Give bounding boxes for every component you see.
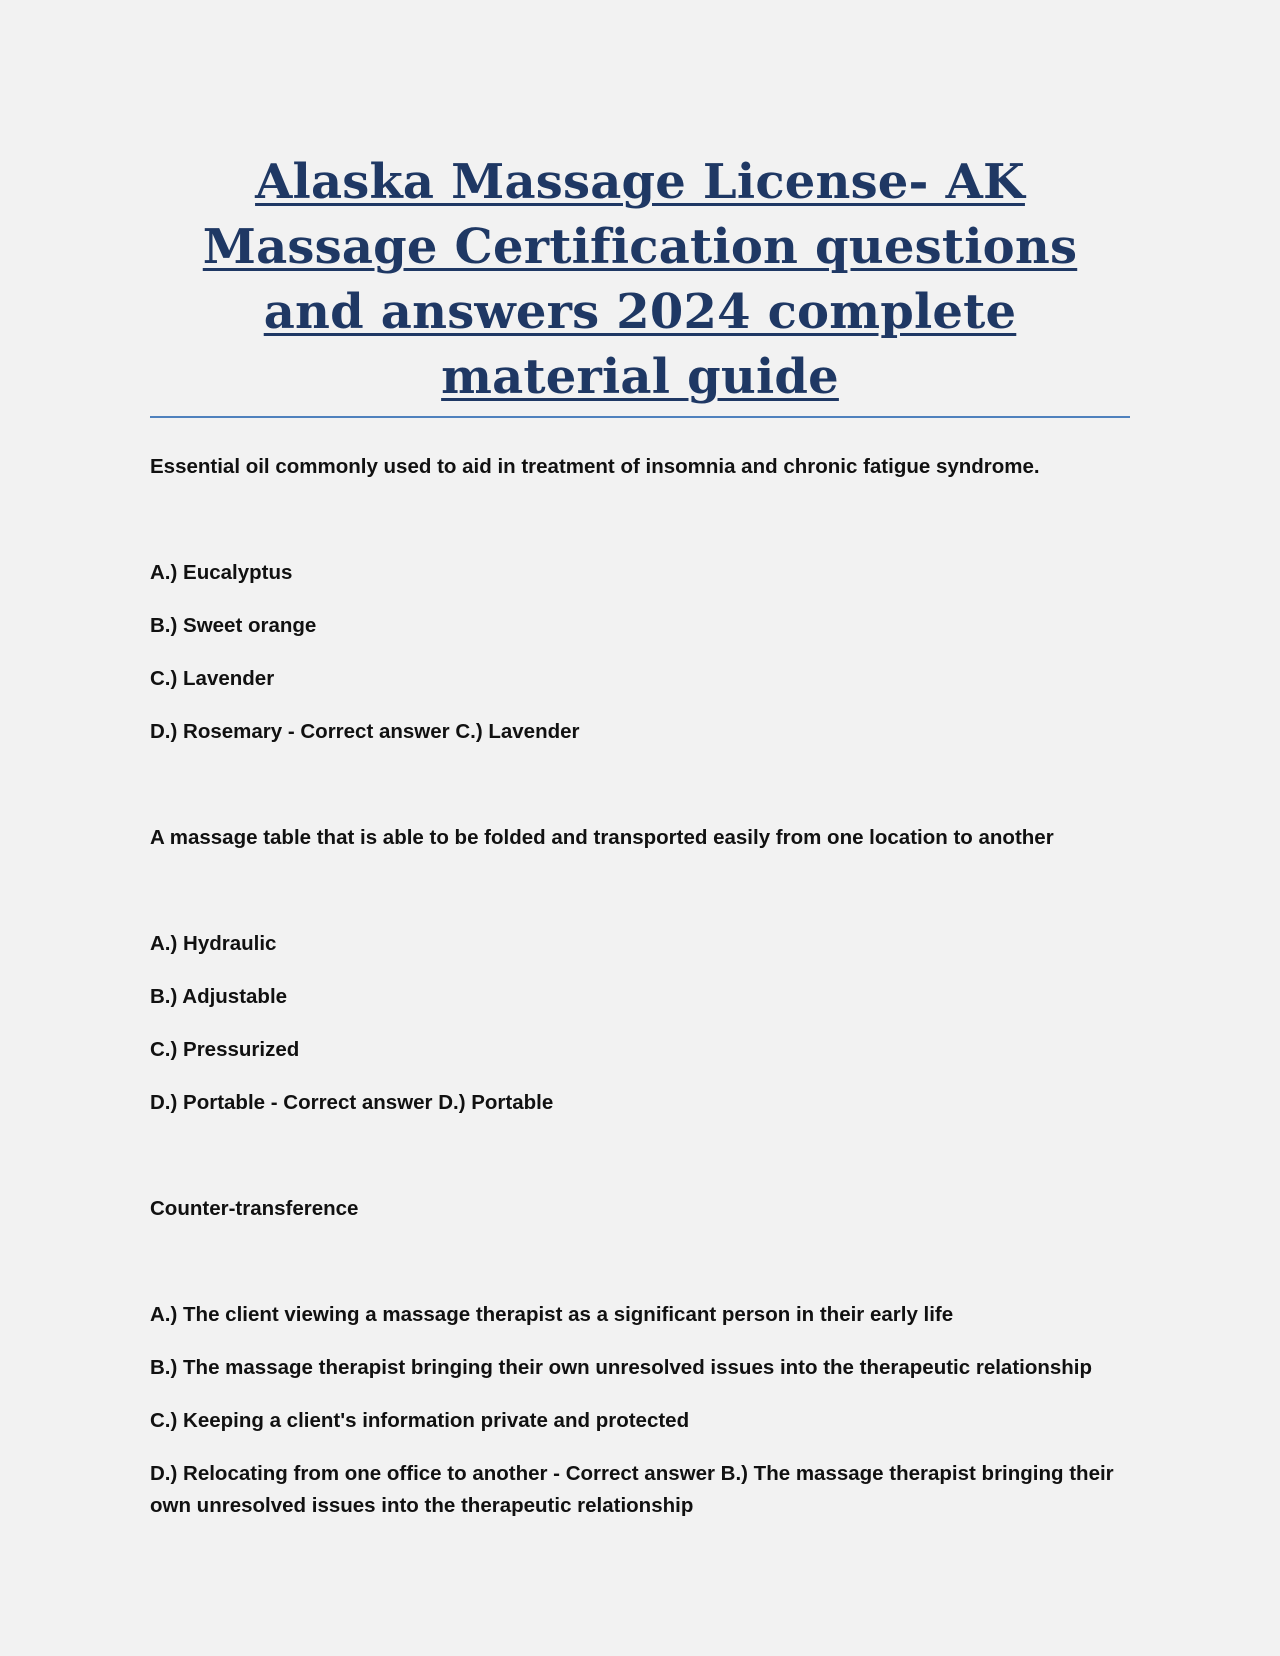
answer-option: A.) Eucalyptus bbox=[150, 561, 293, 584]
question-block-2 bbox=[150, 822, 1130, 1119]
question-prompt: Essential oil commonly used to aid in treatment of insomnia and chronic fatigue syndrome. bbox=[150, 455, 1040, 478]
answer-option: C.) Pressurized bbox=[150, 1038, 300, 1061]
document-title: Alaska Massage License- AK Massage Certification questions and answers 2024 complete material guide bbox=[202, 154, 1078, 405]
answer-option-with-correct-answer: D.) Relocating from one office to another - Correct answer B.) The massage therapist bringing their own unresolved issues into the therapeutic relationship bbox=[150, 1462, 1114, 1517]
answer-option-with-correct-answer: D.) Rosemary - Correct answer C.) Lavender bbox=[150, 720, 580, 743]
question-block-1 bbox=[150, 451, 1130, 748]
answer-option: C.) Keeping a client's information private and protected bbox=[150, 1409, 690, 1432]
title-divider bbox=[150, 416, 1130, 418]
answer-option: C.) Lavender bbox=[150, 667, 275, 690]
answer-option: B.) Adjustable bbox=[150, 985, 288, 1008]
answer-option: A.) The client viewing a massage therapist as a significant person in their early life bbox=[150, 1303, 954, 1326]
question-prompt: A massage table that is able to be folded and transported easily from one location to another bbox=[150, 826, 1054, 849]
question-block-3 bbox=[150, 1193, 1130, 1522]
question-prompt: Counter-transference bbox=[150, 1197, 359, 1220]
document-page bbox=[150, 150, 1130, 1543]
answer-option: A.) Hydraulic bbox=[150, 932, 277, 955]
answer-option: B.) Sweet orange bbox=[150, 614, 317, 637]
answer-option-with-correct-answer: D.) Portable - Correct answer D.) Portable bbox=[150, 1091, 554, 1114]
answer-option: B.) The massage therapist bringing their own unresolved issues into the therapeutic relationship bbox=[150, 1356, 1093, 1379]
